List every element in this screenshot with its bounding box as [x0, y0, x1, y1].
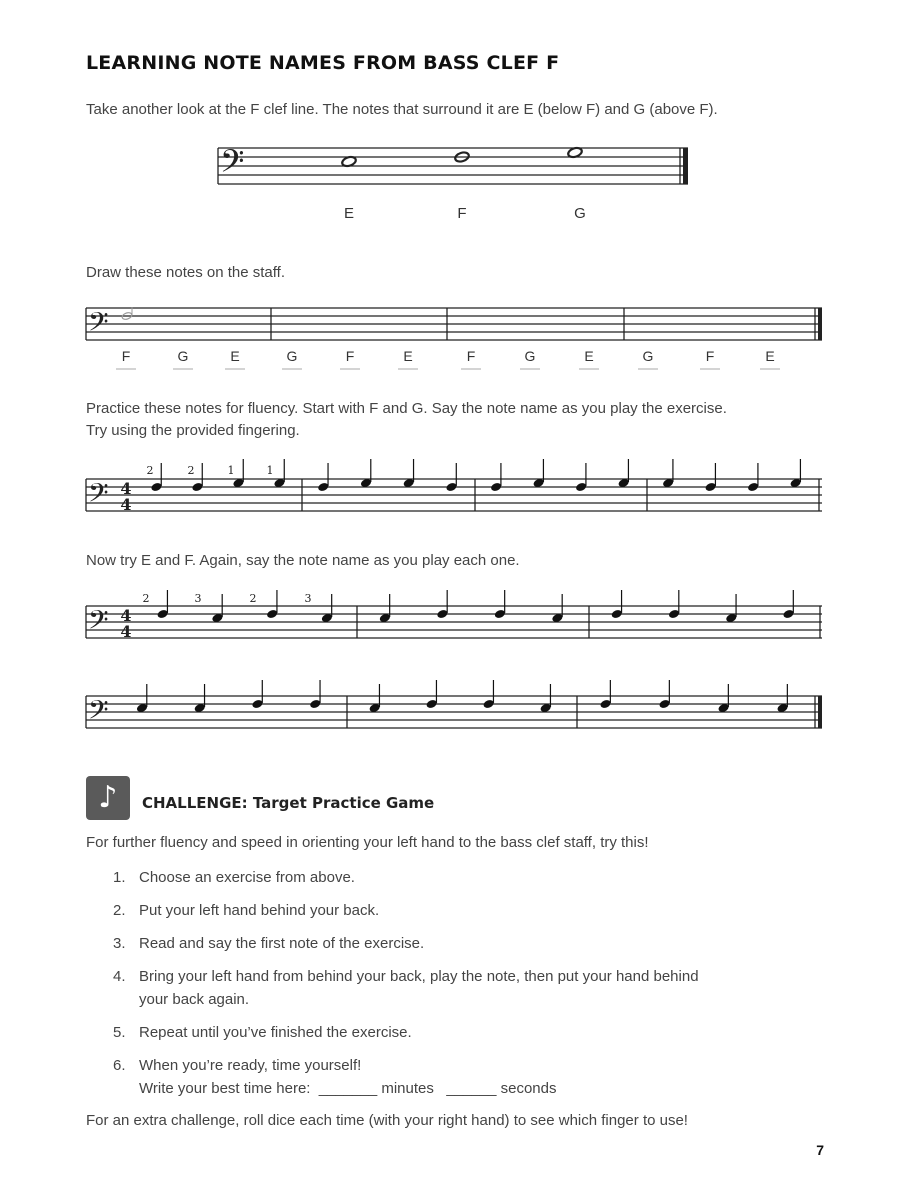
bass-clef-icon: 𝄢 — [220, 143, 245, 187]
draw-note-label: F — [705, 348, 715, 364]
intro-text: Take another look at the F clef line. The notes that surround it are E (below F) and G (above F). — [86, 101, 718, 118]
list-item: 1. Choose an exercise from above. — [113, 869, 355, 886]
practice1-text-line1: Practice these notes for fluency. Start with F and G. Say the note name as you play the exercise. — [86, 400, 727, 417]
time-signature-bottom: 4 — [120, 622, 132, 641]
page-number: 7 — [816, 1142, 824, 1158]
draw-note-label: G — [177, 348, 189, 364]
note-label: E — [343, 205, 355, 222]
draw-note-label: G — [642, 348, 654, 364]
time-signature-bottom: 4 — [120, 495, 132, 514]
exercise-2-staff — [86, 590, 822, 650]
exercise-3-staff — [86, 684, 822, 744]
draw-note-label: E — [765, 348, 775, 364]
practice2-text: Now try E and F. Again, say the note name as you play each one. — [86, 552, 520, 569]
list-item: 4. Bring your left hand from behind your back, play the note, then put your hand behind your back again. — [113, 968, 699, 1008]
fingering-number: 3 — [194, 592, 202, 605]
page-title: LEARNING NOTE NAMES FROM BASS CLEF F — [86, 52, 560, 74]
time-signature-top: 4 — [120, 606, 132, 625]
draw-note-label: F — [121, 348, 131, 364]
note-label: F — [457, 205, 467, 222]
list-item: 6. When you’re ready, time yourself! Write your best time here: _______ minutes ______ seconds — [113, 1057, 557, 1097]
draw-note-label: E — [230, 348, 240, 364]
fingering-number: 2 — [142, 592, 150, 605]
fingering-number: 1 — [266, 464, 274, 477]
bass-clef-icon: 𝄢 — [88, 477, 109, 515]
example-staff — [218, 140, 688, 230]
fingering-number: 2 — [146, 464, 154, 477]
list-item: 3. Read and say the first note of the exercise. — [113, 935, 425, 952]
draw-note-label: E — [403, 348, 413, 364]
draw-note-label: G — [286, 348, 298, 364]
time-signature-top: 4 — [120, 479, 132, 498]
challenge-title: CHALLENGE: Target Practice Game — [142, 794, 435, 812]
draw-note-label: G — [524, 348, 536, 364]
draw-instruction: Draw these notes on the staff. — [86, 264, 286, 281]
bass-clef-icon: 𝄢 — [88, 306, 109, 344]
list-item: 2. Put your left hand behind your back. — [113, 902, 380, 919]
exercise-1-staff — [86, 462, 822, 522]
fingering-number: 2 — [187, 464, 195, 477]
draw-staff — [86, 306, 822, 376]
draw-note-label: E — [584, 348, 594, 364]
draw-note-label: F — [345, 348, 355, 364]
eighth-note-icon: ♪ — [86, 776, 130, 820]
practice1-text-line2: Try using the provided fingering. — [86, 422, 300, 439]
fingering-number: 2 — [249, 592, 257, 605]
fingering-number: 1 — [227, 464, 235, 477]
draw-note-label: F — [466, 348, 476, 364]
fingering-number: 3 — [304, 592, 312, 605]
bass-clef-icon: 𝄢 — [88, 694, 109, 732]
list-item: 5. Repeat until you’ve finished the exercise. — [113, 1024, 412, 1041]
bass-clef-icon: 𝄢 — [88, 604, 109, 642]
note-label: G — [574, 205, 586, 222]
challenge-outro: For an extra challenge, roll dice each time (with your right hand) to see which finger to use! — [86, 1112, 688, 1129]
challenge-steps — [113, 866, 813, 1110]
challenge-intro: For further fluency and speed in orienting your left hand to the bass clef staff, try this! — [86, 834, 649, 851]
